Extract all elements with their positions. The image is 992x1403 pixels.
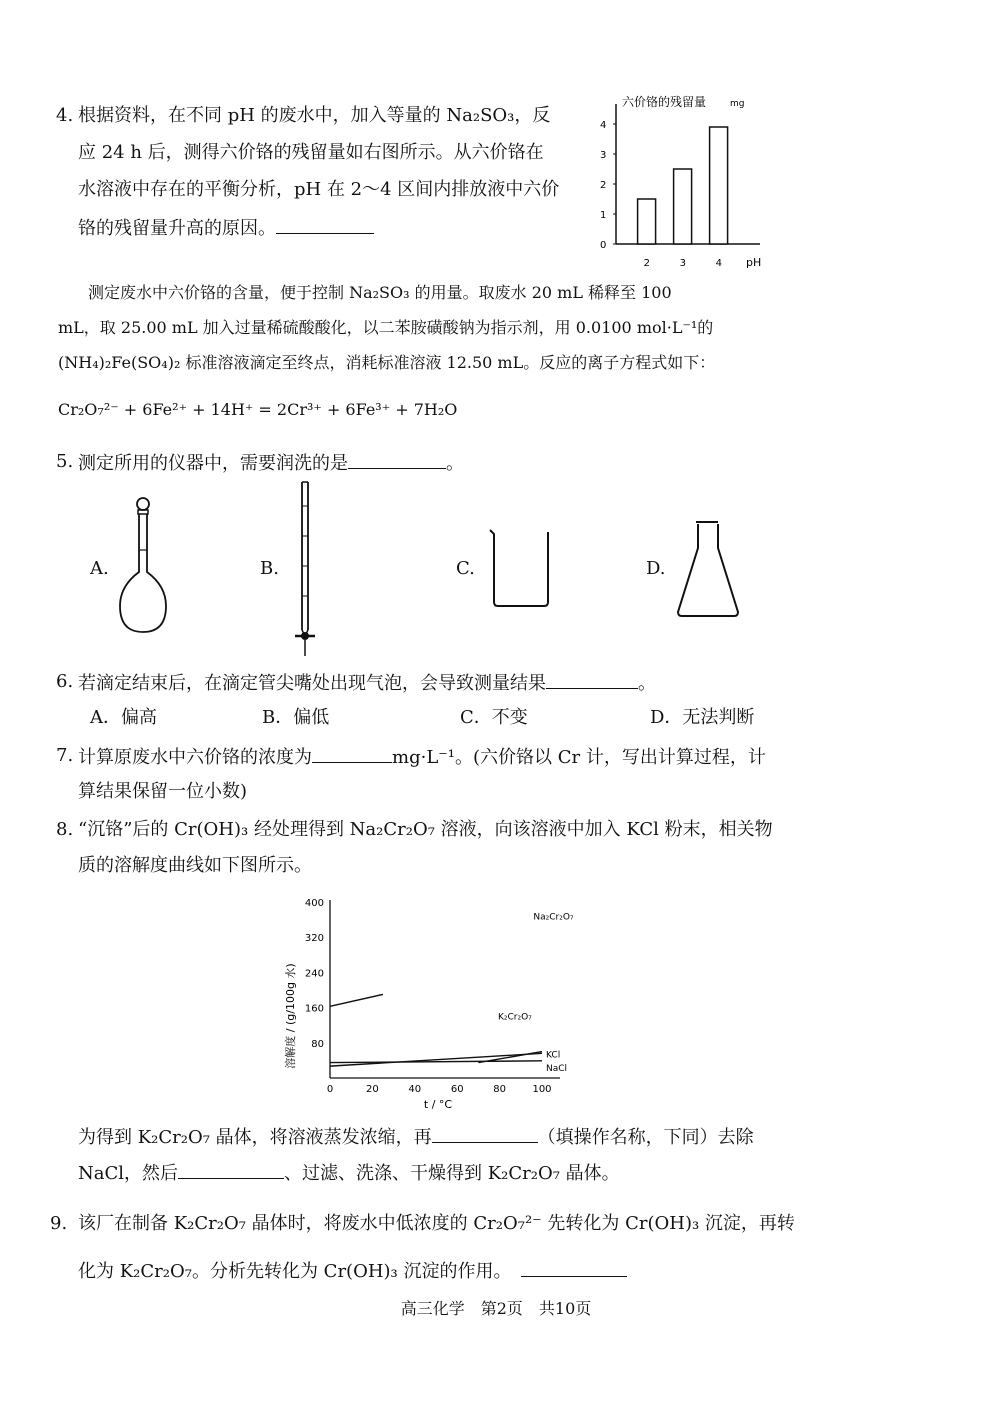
q9-line-1: 该厂在制备 K₂Cr₂O₇ 晶体时，将废水中低浓度的 Cr₂O₇²⁻ 先转化为 Cr(OH)₃ 沉淀，再转 [78,1213,795,1234]
q5-number: 5. [56,451,74,472]
chart1-xtick-label: 3 [679,258,686,269]
chart2-ylabel: 溶解度 / (g/100g 水) [284,963,297,1069]
chart1-bar [674,169,692,244]
q4-number: 4. [56,105,74,126]
chart1-xtick-label: 2 [643,258,650,269]
chart2-xtick-label: 40 [408,1084,422,1095]
q8-line-2: 质的溶解度曲线如下图所示。 [78,855,312,876]
chart2-series-label: KCl [546,1050,561,1061]
chart2-ytick-label: 80 [311,1038,324,1050]
q5-option-b[interactable]: B. [260,558,279,579]
ionic-equation: Cr₂O₇²⁻ + 6Fe²⁺ + 14H⁺ = 2Cr³⁺ + 6Fe³⁺ + 7H₂O [58,400,458,419]
q6-option-d[interactable]: D．无法判断 [650,707,755,728]
chart2-xtick-label: 80 [493,1084,506,1095]
q4-line-2: 应 24 h 后，测得六价铬的残留量如右图所示。从六价铬在 [78,142,544,163]
q4-answer-blank[interactable] [276,215,374,234]
chart2-xtick-label: 100 [532,1084,552,1095]
q9-answer-blank[interactable] [521,1258,627,1277]
q8-after-line-1 [78,1124,754,1150]
q6-end: 。 [638,673,656,694]
chart1-title-unit: mg [730,99,745,109]
chart2-series-line [330,994,383,1006]
chart2-series-label: Na₂Cr₂O₇ [533,912,574,923]
q8-operation-blank-1[interactable] [432,1124,538,1143]
chart2-xtick-label: 20 [366,1084,379,1095]
q6-line [78,670,656,696]
chart1-ytick-label: 0 [600,240,607,251]
q8-number: 8. [56,819,74,840]
q7-text-b: mg·L⁻¹。(六价铬以 Cr 计，写出计算过程，计 [392,747,766,768]
q5-option-a[interactable]: A. [90,558,109,579]
q8-after-b: （填操作名称，下同）去除 [537,1127,754,1148]
q4-line-4-text: 铬的残留量升高的原因。 [78,218,276,239]
chart2-ytick-label: 240 [304,968,324,980]
q8-after-line-2 [78,1160,620,1186]
q6-answer-blank[interactable] [546,670,638,689]
q8-after-a: 为得到 K₂Cr₂O₇ 晶体，将溶液蒸发浓缩，再 [78,1127,432,1148]
q5-answer-blank[interactable] [348,450,446,469]
page-footer: 高三化学 第2页 共10页 [400,1299,592,1318]
chart1-ytick-label: 1 [600,210,607,221]
residual-bar-chart [590,92,780,272]
q7-line-2: 算结果保留一位小数) [78,781,248,802]
chart2-ytick-label: 400 [304,898,324,909]
q6-number: 6. [56,671,74,692]
q4-line-4 [78,215,374,241]
q7-number: 7. [56,745,74,766]
chart1-ytick-label: 4 [600,120,607,131]
q4-line-1: 根据资料，在不同 pH 的废水中，加入等量的 Na₂SO₃，反 [78,105,551,126]
solubility-chart [270,888,590,1118]
q6-option-b[interactable]: B．偏低 [262,707,330,728]
chart1-xlabel: pH [746,256,762,269]
q6-option-a[interactable]: A．偏高 [90,707,157,728]
q5-option-c[interactable]: C. [456,558,475,579]
q5-end: 。 [446,453,464,474]
volumetric-flask-icon [112,490,192,640]
q5-text: 测定所用的仪器中，需要润洗的是 [78,453,348,474]
measure-line-1: 测定废水中六价铬的含量，便于控制 Na₂SO₃ 的用量。取废水 20 mL 稀释至 100 [88,283,672,302]
q8-operation-blank-2[interactable] [178,1160,284,1179]
chart1-bar [710,127,728,244]
q5-line [78,450,464,476]
chart2-ytick-label: 320 [304,933,324,945]
chart2-series-line [330,1061,542,1063]
q7-line-1 [78,744,766,770]
chart2-series-label: NaCl [546,1063,568,1074]
q8-after2-b: 、过滤、洗涤、干燥得到 K₂Cr₂O₇ 晶体。 [284,1163,620,1184]
burette-icon [286,476,326,660]
measure-line-3: (NH₄)₂Fe(SO₄)₂ 标准溶液滴定至终点，消耗标准溶液 12.50 mL。反应的离子方程式如下： [58,353,716,372]
beaker-icon [486,522,558,612]
q6-text: 若滴定结束后，在滴定管尖嘴处出现气泡，会导致测量结果 [78,673,546,694]
chart2-xtick-label: 60 [450,1084,464,1095]
q8-after2-a: NaCl，然后 [78,1163,179,1184]
chart1-bar [638,199,656,244]
q4-line-3: 水溶液中存在的平衡分析，pH 在 2～4 区间内排放液中六价 [78,179,560,200]
chart2-xlabel: t / °C [423,1098,453,1111]
measure-line-2: mL，取 25.00 mL 加入过量稀硫酸酸化，以二苯胺磺酸钠为指示剂，用 0.0100 mol·L⁻¹的 [58,318,714,337]
chart2-xtick-label: 0 [326,1084,334,1095]
q6-option-c[interactable]: C．不变 [460,707,528,728]
q5-option-d[interactable]: D. [646,558,666,579]
q7-answer-blank[interactable] [312,744,392,763]
chart2-series-line [330,1053,542,1066]
q9-line-2 [78,1258,627,1284]
chart2-series-label: K₂Cr₂O₇ [498,1012,532,1023]
chart2-ytick-label: 160 [304,1003,324,1015]
chart1-ytick-label: 2 [600,180,607,191]
chart1-xtick-label: 4 [715,258,722,269]
q9-line-2-text: 化为 K₂Cr₂O₇。分析先转化为 Cr(OH)₃ 沉淀的作用。 [78,1261,512,1282]
q9-number: 9. [50,1213,68,1234]
conical-flask-icon [670,512,750,622]
chart1-ytick-label: 3 [600,150,607,161]
q7-text-a: 计算原废水中六价铬的浓度为 [78,747,312,768]
q8-line-1: “沉铬”后的 Cr(OH)₃ 经处理得到 Na₂Cr₂O₇ 溶液，向该溶液中加入 KCl 粉末，相关物 [78,819,773,840]
chart1-title: 六价铬的残留量 [622,95,707,109]
